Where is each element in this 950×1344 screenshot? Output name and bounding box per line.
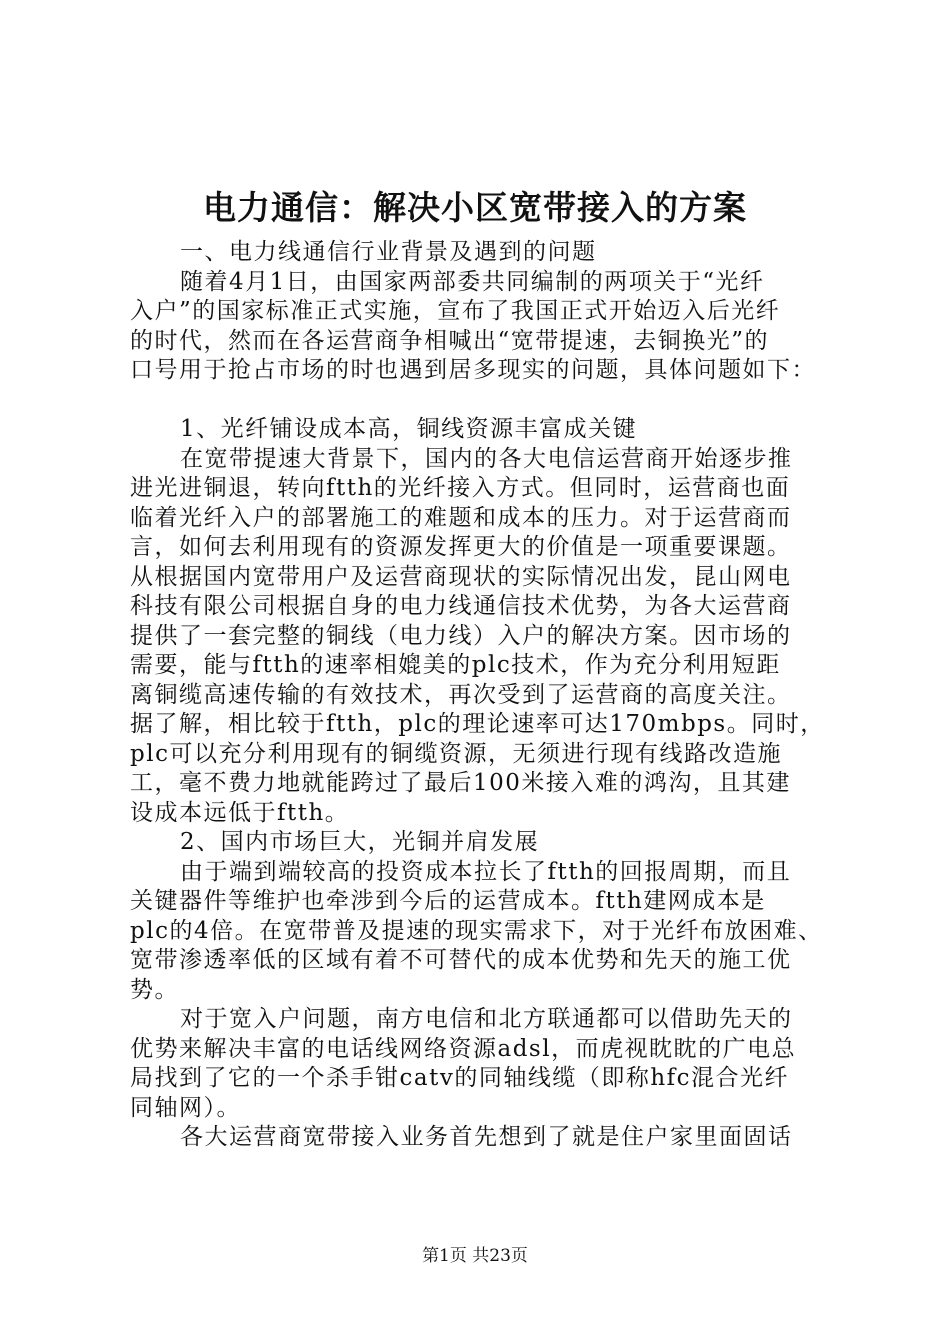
paragraph-line: 在宽带提速大背景下，国内的各大电信运营商开始逐步推 xyxy=(180,445,793,472)
paragraph-line: 局找到了它的一个杀手钳catv的同轴线缆（即称hfc混合光纤 xyxy=(130,1065,790,1091)
paragraph-line: 入户”的国家标准正式实施，宣布了我国正式开始迈入后光纤 xyxy=(130,298,781,324)
paragraph-line: 需要，能与ftth的速率相媲美的plc技术，作为充分利用短距 xyxy=(130,652,781,678)
paragraph-line: 宽带渗透率低的区域有着不可替代的成本优势和先天的施工优 xyxy=(130,947,792,973)
paragraph-line: 优势来解决丰富的电话线网络资源adsl，而虎视眈眈的广电总 xyxy=(130,1035,797,1062)
paragraph-line: 设成本远低于ftth。 xyxy=(130,799,350,826)
paragraph-line: 离铜缆高速传输的有效技术，再次受到了运营商的高度关注。 xyxy=(130,681,792,708)
paragraph-line: 势。 xyxy=(130,976,179,1003)
paragraph-line: 随着4月1日，由国家两部委共同编制的两项关于“光纤 xyxy=(180,268,765,295)
paragraph-line: 同轴网）。 xyxy=(130,1094,241,1121)
paragraph-line: 科技有限公司根据自身的电力线通信技术优势，为各大运营商 xyxy=(130,593,792,619)
section-heading: 一、电力线通信行业背景及遇到的问题 xyxy=(180,239,597,265)
paragraph-line: 的时代，然而在各运营商争相喊出“宽带提速，去铜换光”的 xyxy=(130,327,770,354)
paragraph-line: 进光进铜退，转向ftth的光纤接入方式。但同时，运营商也面 xyxy=(130,475,791,501)
subsection-heading: 1、光纤铺设成本高，铜线资源丰富成关键 xyxy=(180,416,638,442)
paragraph-line: 提供了一套完整的铜线（电力线）入户的解决方案。因市场的 xyxy=(130,622,792,649)
paragraph-line: 临着光纤入户的部署施工的难题和成本的压力。对于运营商而 xyxy=(130,504,792,531)
paragraph-line: plc可以充分利用现有的铜缆资源，无须进行现有线路改造施 xyxy=(130,740,782,767)
paragraph-line: 据了解，相比较于ftth，plc的理论速率可达170mbps。同时， xyxy=(130,711,825,737)
paragraph-line: 从根据国内宽带用户及运营商现状的实际情况出发，昆山网电 xyxy=(130,563,792,590)
document-title: 电力通信：解决小区宽带接入的方案 xyxy=(203,188,747,227)
paragraph-line: 对于宽入户问题，南方电信和北方联通都可以借助先天的 xyxy=(180,1006,793,1032)
document-body xyxy=(130,238,830,1153)
paragraph-line: 口号用于抢占市场的时也遇到居多现实的问题，具体问题如下： xyxy=(130,357,816,383)
page-number-footer: 第1页 共23页 xyxy=(422,1246,528,1266)
blank-line xyxy=(130,386,830,416)
paragraph-line: 工，毫不费力地就能跨过了最后100米接入难的鸿沟，且其建 xyxy=(130,770,791,796)
paragraph-line: plc的4倍。在宽带普及提速的现实需求下，对于光纤布放困难、 xyxy=(130,917,823,944)
paragraph-line: 各大运营商宽带接入业务首先想到了就是住户家里面固话 xyxy=(180,1124,793,1150)
paragraph-line: 由于端到端较高的投资成本拉长了ftth的回报周期，而且 xyxy=(180,858,792,885)
paragraph-line: 言，如何去利用现有的资源发挥更大的价值是一项重要课题。 xyxy=(130,534,792,560)
paragraph-line: 关键器件等维护也牵涉到今后的运营成本。ftth建网成本是 xyxy=(130,888,766,914)
subsection-heading: 2、国内市场巨大，光铜并肩发展 xyxy=(180,829,540,855)
